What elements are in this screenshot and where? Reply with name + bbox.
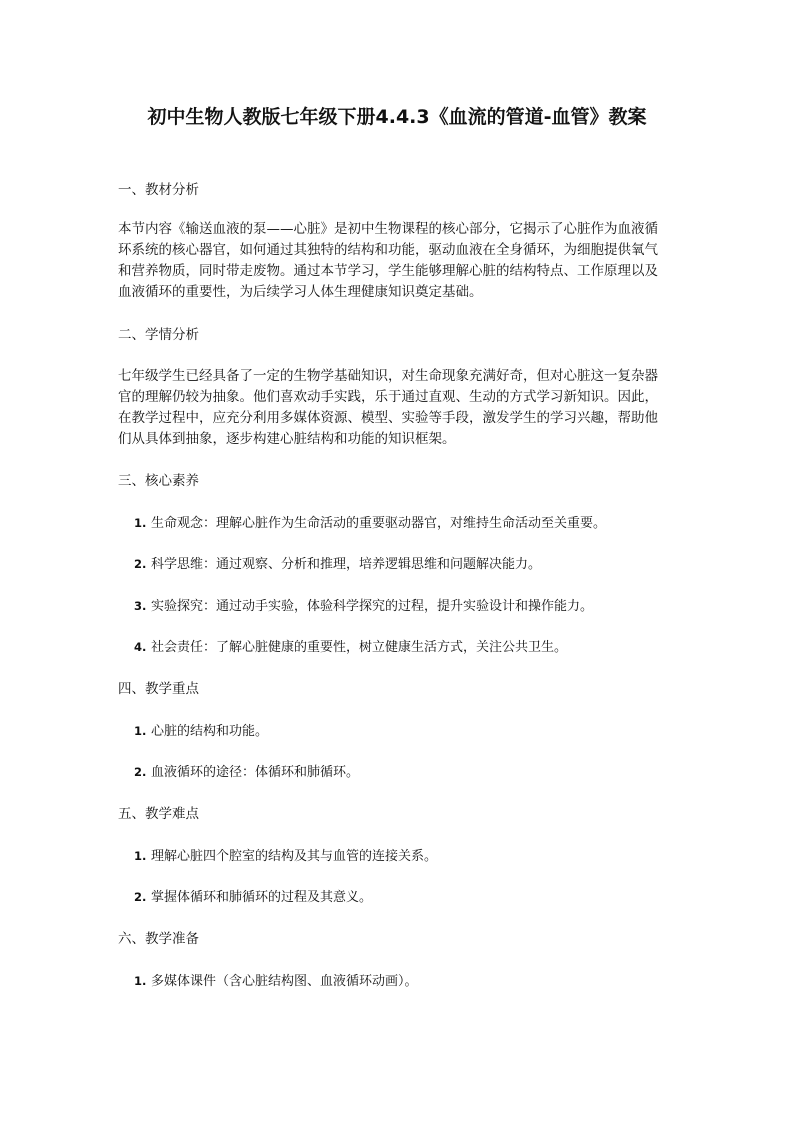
paragraph-line: 官的理解仍较为抽象。他们喜欢动手实践，乐于通过直观、生动的方式学习新知识。因此， xyxy=(118,389,658,405)
list-number: 2. xyxy=(134,557,147,571)
section-paragraph-learner-analysis xyxy=(118,366,678,450)
section-heading-core-literacy: 三、核心素养 xyxy=(118,473,199,489)
list-text: 血液循环的途径：体循环和肺循环。 xyxy=(151,765,360,780)
paragraph-line: 七年级学生已经具备了一定的生物学基础知识，对生命现象充满好奇，但对心脏这一复杂器 xyxy=(118,368,658,384)
list-text: 掌握体循环和肺循环的过程及其意义。 xyxy=(151,890,373,905)
list-number: 2. xyxy=(134,890,147,904)
list-item xyxy=(134,596,694,617)
section-paragraph-textbook-analysis xyxy=(118,219,678,303)
list-text: 理解心脏四个腔室的结构及其与血管的连接关系。 xyxy=(151,849,438,864)
list-text: 科学思维：通过观察、分析和推理，培养逻辑思维和问题解决能力。 xyxy=(151,557,542,572)
paragraph-line: 环系统的核心器官，如何通过其独特的结构和功能，驱动血液在全身循环，为细胞提供氧气 xyxy=(118,242,658,258)
list-number: 3. xyxy=(134,599,147,613)
list-item xyxy=(134,637,694,658)
section-heading-teaching-focus: 四、教学重点 xyxy=(118,681,199,697)
list-item xyxy=(134,887,694,908)
list-item xyxy=(134,846,694,867)
list-item xyxy=(134,971,694,992)
paragraph-line: 们从具体到抽象，逐步构建心脏结构和功能的知识框架。 xyxy=(118,431,456,447)
list-number: 4. xyxy=(134,640,147,654)
list-text: 生命观念：理解心脏作为生命活动的重要驱动器官，对维持生命活动至关重要。 xyxy=(151,516,607,531)
list-number: 1. xyxy=(134,849,147,863)
section-heading-teaching-difficulty: 五、教学难点 xyxy=(118,806,199,822)
section-heading-learner-analysis: 二、学情分析 xyxy=(118,327,199,343)
list-item xyxy=(134,554,694,575)
list-item xyxy=(134,513,694,534)
list-number: 1. xyxy=(134,516,147,530)
list-number: 1. xyxy=(134,724,147,738)
list-item xyxy=(134,762,694,783)
list-number: 2. xyxy=(134,765,147,779)
list-item xyxy=(134,721,694,742)
list-text: 实验探究：通过动手实验，体验科学探究的过程，提升实验设计和操作能力。 xyxy=(151,599,594,614)
list-number: 1. xyxy=(134,974,147,988)
paragraph-line: 和营养物质，同时带走废物。通过本节学习，学生能够理解心脏的结构特点、工作原理以及 xyxy=(118,263,658,279)
document-title: 初中生物人教版七年级下册4.4.3《血流的管道-血管》教案 xyxy=(147,106,647,128)
paragraph-line: 血液循环的重要性，为后续学习人体生理健康知识奠定基础。 xyxy=(118,284,483,300)
section-heading-textbook-analysis: 一、教材分析 xyxy=(118,182,199,198)
list-text: 心脏的结构和功能。 xyxy=(151,724,269,739)
list-text: 社会责任：了解心脏健康的重要性，树立健康生活方式，关注公共卫生。 xyxy=(151,640,568,655)
list-text: 多媒体课件（含心脏结构图、血液循环动画）。 xyxy=(151,974,418,989)
paragraph-line: 在教学过程中，应充分利用多媒体资源、模型、实验等手段，激发学生的学习兴趣，帮助他 xyxy=(118,410,658,426)
section-heading-teaching-preparation: 六、教学准备 xyxy=(118,931,199,947)
paragraph-line: 本节内容《输送血液的泵——心脏》是初中生物课程的核心部分，它揭示了心脏作为血液循 xyxy=(118,221,658,237)
